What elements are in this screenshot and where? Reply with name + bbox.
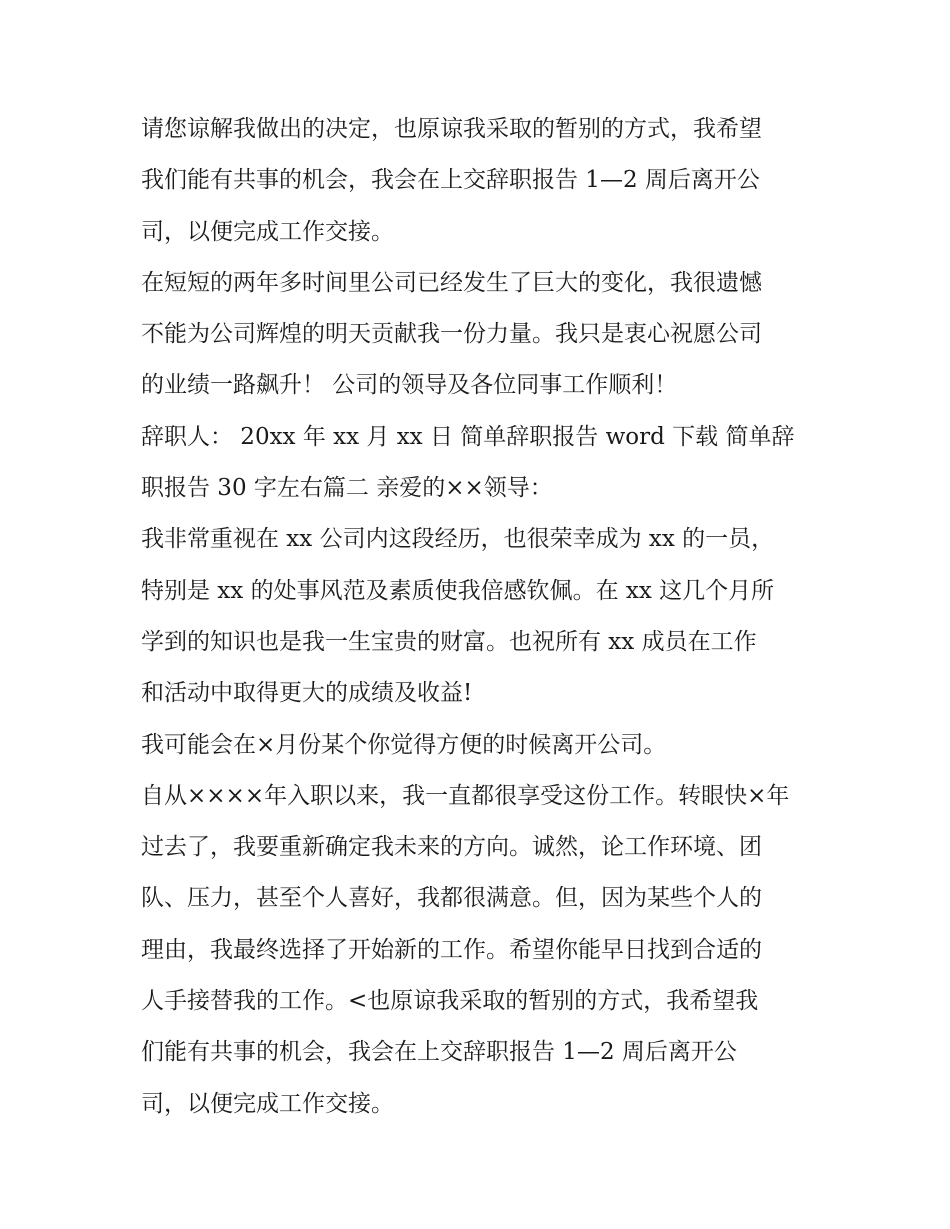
text-line: 过去了，我要重新确定我未来的方向。诚然，论工作环境、团 — [141, 834, 762, 861]
text-line: 我非常重视在 xx 公司内这段经历，也很荣幸成为 xx 的一员， — [141, 526, 775, 553]
document-body — [141, 104, 831, 1130]
text-line: 不能为公司辉煌的明天贡献我一份力量。我只是衷心祝愿公司 — [141, 321, 762, 348]
text-line: 职报告 30 字左右篇二 亲爱的××领导： — [141, 475, 553, 502]
text-line: 我可能会在×月份某个你觉得方便的时候离开公司。 — [141, 731, 667, 758]
text-line: 司，以便完成工作交接。 — [141, 218, 394, 245]
text-line: 理由，我最终选择了开始新的工作。希望你能早日找到合适的 — [141, 936, 762, 963]
text-line: 司，以便完成工作交接。 — [141, 1090, 394, 1117]
text-line: 的业绩一路飙升！ 公司的领导及各位同事工作顺利！ — [141, 372, 678, 399]
text-line: 队、压力，甚至个人喜好，我都很满意。但，因为某些个人的 — [141, 885, 762, 912]
text-line: 学到的知识也是我一生宝贵的财富。也祝所有 xx 成员在工作 — [141, 628, 757, 655]
text-line: 特别是 xx 的处事风范及素质使我倍感钦佩。在 xx 这几个月所 — [141, 577, 775, 604]
text-line: 在短短的两年多时间里公司已经发生了巨大的变化，我很遗憾 — [141, 269, 762, 296]
text-line: 和活动中取得更大的成绩及收益! — [141, 680, 473, 707]
text-line: 请您谅解我做出的决定，也原谅我采取的暂别的方式，我希望 — [141, 116, 762, 142]
text-line: 我们能有共事的机会，我会在上交辞职报告 1—2 周后离开公 — [141, 167, 760, 194]
text-line: 辞职人： 20xx 年 xx 月 xx 日 简单辞职报告 word 下载 简单辞 — [141, 423, 795, 450]
text-line: 们能有共事的机会，我会在上交辞职报告 1—2 周后离开公 — [141, 1039, 737, 1066]
text-line: 人手接替我的工作。<也原谅我采取的暂别的方式，我希望我 — [141, 988, 759, 1015]
text-line: 自从××××年入职以来，我一直都很享受这份工作。转眼快×年 — [141, 782, 790, 809]
